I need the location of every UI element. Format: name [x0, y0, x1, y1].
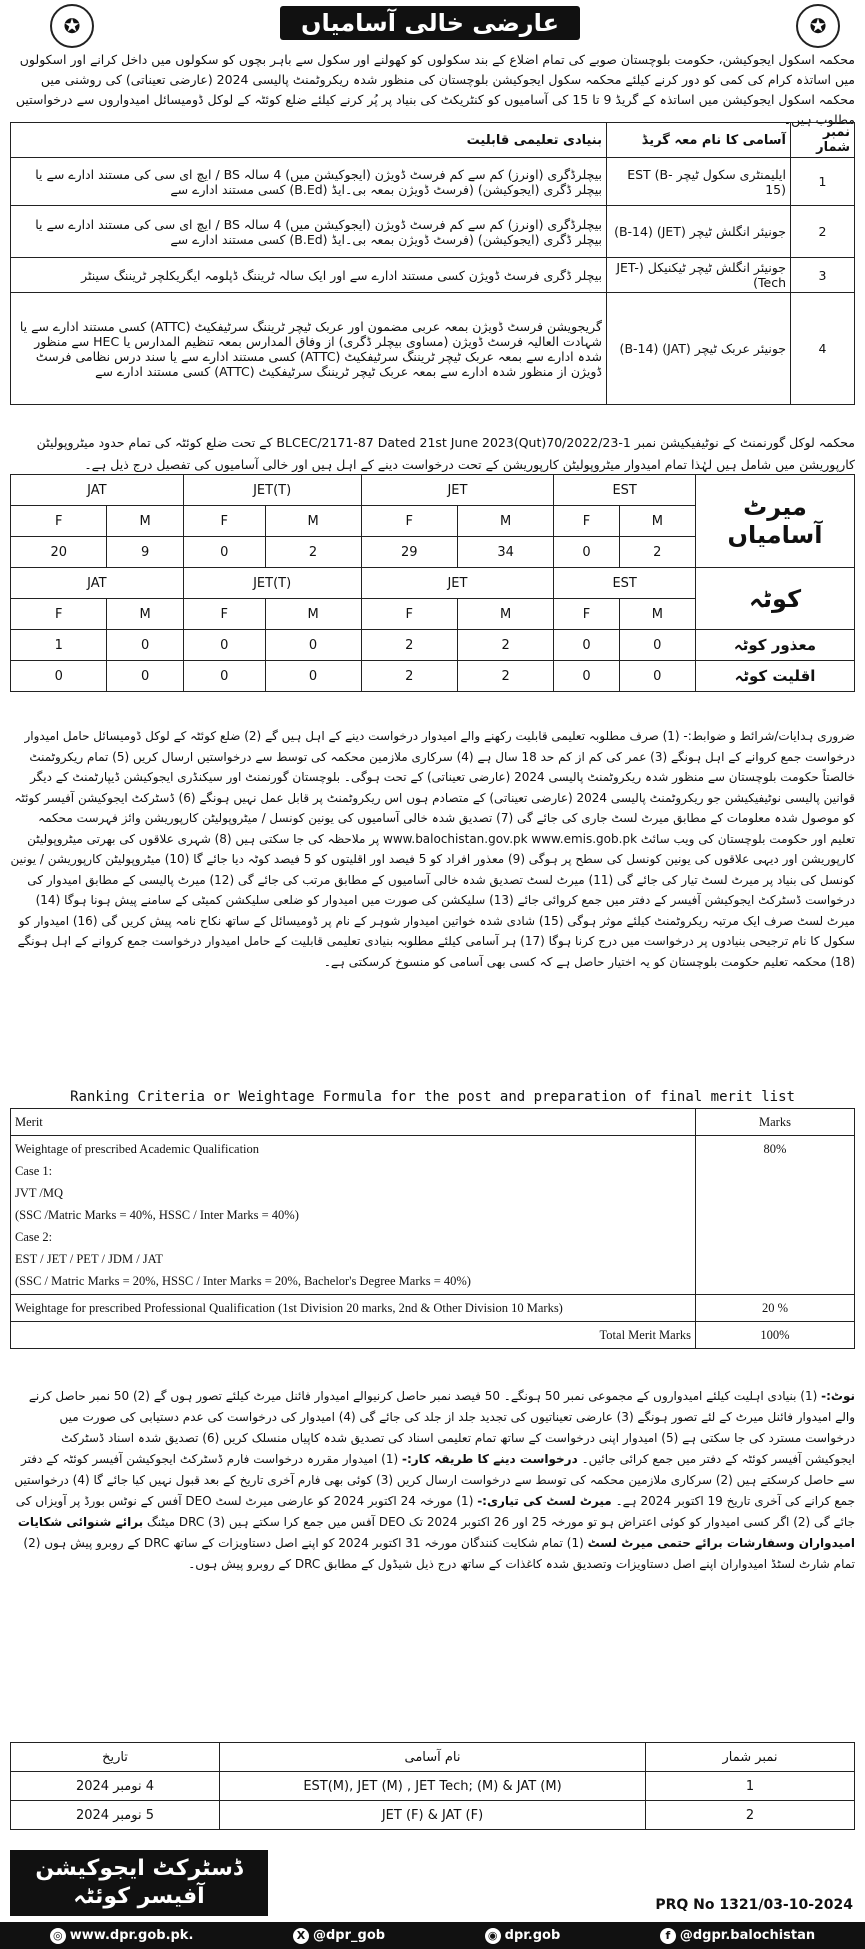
table-row	[11, 158, 855, 206]
value-cell: 2	[619, 537, 695, 568]
apply-label: درخواست دینے کا طریقہ کار:-	[401, 1452, 578, 1466]
value-cell: 0	[619, 630, 695, 661]
sub-cell: M	[457, 506, 553, 537]
merit-label: میرٹ آسامیاں	[696, 475, 855, 568]
post-cell: EST(M), JET (M) , JET Tech; (M) & JAT (M)	[220, 1772, 646, 1801]
table-row	[11, 206, 855, 258]
balochistan-emblem-icon: ✪	[796, 4, 840, 48]
value-cell: 1	[11, 630, 107, 661]
grievance-label: برائے شنوائی شکایات امیدواران وسفارشات برائے حتمی میرٹ لسٹ	[17, 1515, 855, 1550]
serial-cell: 3	[791, 258, 855, 293]
notification-paragraph: محکمہ لوکل گورنمنٹ کے نوٹیفیکیشن نمبر 1-70/2022/23(Qut)BLCEC/2171-87 Dated 21st June 2023 کے تحت ضلع کوئٹہ کی تمام حدود میٹروپولیٹن کارپوریشن میں شامل ہیں لہٰذا تمام امیدوار میٹروپولیٹن کارپوریشن کے تحت درخواست دینے کے اہل ہیں اور خالی آسامیوں کی تفصیل درج ذیل ہے۔	[36, 435, 855, 472]
value-cell: 0	[107, 661, 183, 692]
value-cell: 0	[554, 661, 619, 692]
schedule-header-row	[11, 1743, 855, 1772]
minority-quota-row	[11, 661, 855, 692]
value-cell: 2	[457, 630, 553, 661]
value-cell: 0	[619, 661, 695, 692]
footer-links-bar	[0, 1922, 865, 1949]
sub-cell: M	[619, 506, 695, 537]
case1-posts: JVT /MQ	[15, 1186, 64, 1200]
officer-line-2: آفیسر کوئٹہ	[73, 1884, 205, 1909]
serial-cell: 1	[646, 1772, 855, 1801]
academic-row	[11, 1136, 855, 1295]
professional-label: Weightage for prescribed Professional Qualification (1st Division 20 marks, 2nd & Other Division 10 Marks)	[11, 1295, 696, 1322]
pakistan-emblem-icon: ✪	[50, 4, 94, 48]
website-text: www.dpr.gob.pk.	[69, 1928, 194, 1943]
serial-cell: 2	[646, 1801, 855, 1830]
serial-cell: 2	[791, 206, 855, 258]
case1-label: Case 1:	[15, 1164, 53, 1178]
col-merit: Merit	[11, 1109, 696, 1136]
professional-marks: 20 %	[696, 1295, 855, 1322]
col-post: آسامی کا نام معہ گریڈ	[607, 123, 791, 158]
sub-cell: F	[554, 599, 619, 630]
sub-cell: F	[183, 506, 265, 537]
value-cell: 2	[265, 537, 361, 568]
col-qualification: بنیادی تعلیمی قابلیت	[11, 123, 607, 158]
col-serial: نمبر شمار	[791, 123, 855, 158]
merit-list-label: میرٹ لسٹ کی تیاری:-	[477, 1494, 612, 1508]
value-cell: 0	[183, 661, 265, 692]
value-cell: 2	[457, 661, 553, 692]
disabled-quota-label: معذور کوٹہ	[696, 630, 855, 661]
serial-cell: 1	[791, 158, 855, 206]
qualification-cell: گریجویشن فرسٹ ڈویژن بمعہ عربی مضمون اور عربک ٹیچر ٹریننگ سرٹیفکیٹ (ATTC) کسی مستند ادارے سے یا شہادت العالیہ فرسٹ ڈویژن (مساوی بیچلر ڈگری) از وفاق المدارس بمعہ تنظیم المدارس یا HEC سے منظور شدہ ادارے سے بمعہ عربک ٹیچر ٹریننگ سرٹیفکیٹ (ATTC) کسی مستند ادارے سے یا سند درس نظامی فرسٹ ڈویژن از منظور شدہ ادارے سے بمعہ عربک ٹیچر ٹریننگ سرٹیفکیٹ (ATTC) کسی مستند ادارے سے	[11, 293, 607, 405]
value-cell: 34	[457, 537, 553, 568]
sub-cell: M	[107, 506, 183, 537]
sub-cell: F	[11, 506, 107, 537]
col-date: تاریخ	[11, 1743, 220, 1772]
sub-cell: M	[265, 506, 361, 537]
value-cell: 2	[361, 661, 457, 692]
case2-formula: (SSC / Matric Marks = 20%, HSSC / Inter Marks = 20%, Bachelor's Degree Marks = 40%)	[15, 1274, 471, 1288]
col-marks: Marks	[696, 1109, 855, 1136]
merit-group-row	[11, 475, 855, 506]
twitter-text: @dpr_gob	[312, 1928, 386, 1943]
facebook-text: @dgpr.balochistan	[679, 1928, 816, 1943]
total-label: Total Merit Marks	[11, 1322, 696, 1349]
professional-row	[11, 1295, 855, 1322]
sub-cell: M	[265, 599, 361, 630]
sub-cell: F	[11, 599, 107, 630]
sub-cell: F	[361, 599, 457, 630]
value-cell: 0	[183, 537, 265, 568]
facebook-link[interactable]	[660, 1928, 815, 1944]
total-row	[11, 1322, 855, 1349]
academic-label: Weightage of prescribed Academic Qualification	[15, 1142, 260, 1156]
group-jet: JET	[361, 475, 554, 506]
group-jet-t: JET(T)	[183, 475, 361, 506]
value-cell: 0	[265, 661, 361, 692]
date-cell: 4 نومبر 2024	[11, 1772, 220, 1801]
instagram-text: dpr.gob	[504, 1928, 561, 1943]
table-row	[11, 258, 855, 293]
post-cell: ایلیمنٹری سکول ٹیچر EST (B-15)	[607, 158, 791, 206]
issuing-officer	[10, 1850, 268, 1916]
value-cell: 20	[11, 537, 107, 568]
sub-cell: F	[554, 506, 619, 537]
apply-text: (1) امیدوار مقررہ درخواست فارم ڈسٹرکٹ ایجوکیشن آفیسر کوئٹہ کے دفتر سے حاصل کرسکتے ہیں (2) سرکاری ملازمین محکمہ کی توسط سے درخواست ارسال کریں (3) کوئی بھی فارم آخری تاریخ کے بعد قبول نہیں کیا جائے گا (4) درخواستیں جمع کرانے کی آخری تاریخ 19 اکتوبر 2024 ہے۔	[14, 1452, 855, 1508]
instagram-link[interactable]	[485, 1928, 561, 1944]
x-icon: X	[293, 1928, 309, 1944]
post-cell: JET (F) & JAT (F)	[220, 1801, 646, 1830]
merit-list-text: (1) مورخہ 24 اکتوبر 2024 کو عارضی میرٹ لسٹ DEO آفس کے نوٹس بورڈ پر آویزاں کی جائے گی (2) اگر کسی امیدوار کو کوئی اعتراض ہو تو مورخہ 25 اور 26 اکتوبر 2024 تک DEO آفس میں جمع کرا سکتے ہیں (3) DRC میٹنگ	[15, 1494, 855, 1529]
post-cell: جونیئر انگلش ٹیچر ٹیکنیکل (JET-Tech)	[607, 258, 791, 293]
minority-quota-label: اقلیت کوٹہ	[696, 661, 855, 692]
case2-posts: EST / JET / PET / JDM / JAT	[15, 1252, 163, 1266]
website-link[interactable]	[50, 1928, 194, 1944]
value-cell: 0	[554, 630, 619, 661]
table-row	[11, 293, 855, 405]
serial-cell: 4	[791, 293, 855, 405]
sub-cell: F	[361, 506, 457, 537]
col-post-name: نام آسامی	[220, 1743, 646, 1772]
ranking-header-row	[11, 1109, 855, 1136]
instagram-icon: ◉	[485, 1928, 501, 1944]
post-cell: جونیئر عربک ٹیچر (JAT) (B-14)	[607, 293, 791, 405]
note-text: (1) بنیادی اہلیت کیلئے امیدواروں کے مجموعی نمبر 50 ہونگے۔ 50 فیصد نمبر حاصل کرنیوالے امیدوار فائنل میرٹ کیلئے تصور ہوں گے (2) 50 نمبر حاصل کرنے والے امیدوار فائنل میرٹ کے لئے تصور ہونگے (3) عارضی تعیناتیوں کی تجدید جلد از جلد کی جائے گی (4) امیدوار کی درخواست کی عدم دستیابی کی صورت میں درخواست مسترد کی جا سکتی ہے (5) امیدوار اپنی درخواست کے ساتھ تمام تعلیمی اسناد کی تصدیق شدہ کاپیاں منسلک کریں (6) تصدیق شدہ اسناد ڈسٹرکٹ ایجوکیشن آفیسر کوئٹہ کے دفتر میں جمع کرائی جائیں۔	[28, 1389, 855, 1466]
table-row	[11, 1801, 855, 1830]
case1-formula: (SSC /Matric Marks = 40%, HSSC / Inter Marks = 40%)	[15, 1208, 299, 1222]
date-cell: 5 نومبر 2024	[11, 1801, 220, 1830]
value-cell: 9	[107, 537, 183, 568]
note-label: نوٹ:-	[821, 1389, 855, 1403]
group-jat: JAT	[11, 475, 184, 506]
group-jat: JAT	[11, 568, 184, 599]
academic-marks: 80%	[696, 1136, 855, 1295]
quota-label: کوٹہ	[696, 568, 855, 630]
value-cell: 29	[361, 537, 457, 568]
posts-header-row	[11, 123, 855, 158]
sub-cell: M	[457, 599, 553, 630]
value-cell: 2	[361, 630, 457, 661]
disabled-quota-row	[11, 630, 855, 661]
qualification-cell: بیچلرڈگری (اونرز) کم سے کم فرسٹ ڈویژن (ایجوکیشن میں) 4 سالہ BS / ایچ ای سی کی مستند ادارے سے یا بیچلر ڈگری (ایجوکیشن) (فرسٹ ڈویژن بمعہ بی۔ایڈ (B.Ed) کسی مستند ادارے سے	[11, 158, 607, 206]
posts-table	[10, 122, 855, 405]
grievance-text: (1) تمام شکایت کنندگان مورخہ 31 اکتوبر 2024 کو اپنے اصل دستاویزات کے ساتھ DRC کے روبرو پیش ہوں (2) تمام شارٹ لسٹڈ امیدواران اپنے اصل دستاویزات وتصدیق شدہ کاغذات کے ساتھ درج ذیل شیڈول کے مطابق DRC کے روبرو پیش ہوں۔	[23, 1536, 855, 1571]
case2-label: Case 2:	[15, 1230, 53, 1244]
qualification-cell: بیچلرڈگری (اونرز) کم سے کم فرسٹ ڈویژن (ایجوکیشن میں) 4 سالہ BS / ایچ ای سی کی مستند ادارے سے یا بیچلر ڈگری (ایجوکیشن) (فرسٹ ڈویژن بمعہ بی۔ایڈ (B.Ed) کسی مستند ادارے سے	[11, 206, 607, 258]
group-est: EST	[554, 568, 696, 599]
group-jet-t: JET(T)	[183, 568, 361, 599]
quota-group-row	[11, 568, 855, 599]
prq-number: PRQ No 1321/03-10-2024	[655, 1897, 853, 1913]
qualification-cell: بیچلر ڈگری فرسٹ ڈویژن کسی مستند ادارے سے اور ایک سالہ ٹریننگ ڈپلومہ ایگریکلچر ٹریننگ سینٹر	[11, 258, 607, 293]
schedule-table	[10, 1742, 855, 1830]
notes-section	[10, 1386, 855, 1575]
header	[0, 0, 865, 46]
conditions-paragraph: ضروری ہدایات/شرائط و ضوابط:- (1) صرف مطلوبہ تعلیمی قابلیت رکھنے والے امیدوار درخواست دینے کے اہل ہیں گے (2) ضلع کوئٹہ کے لوکل ڈومیسائل حامل امیدوار درخواست جمع کروانے کے اہل ہونگے (3) عمر کی کم از کم حد 18 سال ہے (4) سرکاری ملازمین محکمہ کی توسط سے درخواستیں ارسال کریں (5) تمام ریکروٹمنٹ خالصتاً حکومت بلوچستان سے منظور شدہ ریکروٹمنٹ پالیسی 2024 (عارضی تعیناتی) کے تحت ہوگی۔ بلوچستان گورنمنٹ اور سیکنڈری ایجوکیشن ڈیپارٹمنٹ کے دیگر قوانین پالیسی نوٹیفیکیشن جو ریکروٹمنٹ پالیسی 2024 (عارضی تعیناتی) کے متصادم ہوں اس ریکروٹمنٹ پر قابل عمل نہیں ہونگے (6) ڈسٹرکٹ ایجوکیشن آفیسر کوئٹہ کو موصول شدہ معلومات کے مطابق میرٹ لسٹ جاری کی جائے گی (7) تصدیق شدہ خالی آسامیوں کی یونین کونسل / میٹروپولیٹن کارپوریشن وائز فہرست محکمہ تعلیم اور حکومت بلوچستان کی ویب سائٹ www.balochistan.gov.pk www.emis.gob.pk پر ملاحظہ کی جا سکتی ہیں (8) شہری علاقوں کی بھرتی میٹروپولیٹن کارپوریشن اور دیہی علاقوں کی یونین کونسل کی سطح پر ہوگی (9) معذور افراد کو 5 فیصد اور اقلیتوں کو 5 فیصد کوٹہ دیا جائے گا (10) میٹروپولیٹن کارپوریشن / یونین کونسل کی بنیاد پر میرٹ لسٹ تیار کی جائے گی (11) میرٹ لسٹ تصدیق شدہ خالی آسامیوں کے مطابق مرتب کی جائے گی (12) میرٹ پالیسی کے مطابق امیدوار کی درخواست ڈسٹرکٹ ایجوکیشن آفیسر کے دفتر میں جمع کروائی جائے (13) سلیکشن کی صورت میں امیدوار کو ضلعی سلیکشن کمیٹی کے سامنے پیش ہونا ہوگا (14) میرٹ لسٹ صرف ایک مرتبہ ریکروٹمنٹ کیلئے موثر ہوگی (15) شادی شدہ خواتین امیدوار شوہر کے نام پر ڈومیسائل کے ساتھ نکاح نامہ پیش کریں گی (16) امیدوار کو سکول کا نام ترجیحی بنیادوں پر درخواست میں درج کرنا ہوگا (17) ہر آسامی کیلئے مطلوبہ بنیادی تعلیمی قابلیت کے حامل امیدوار درخواست جمع کروانے کے اہل ہونگے (18) محکمہ تعلیم حکومت بلوچستان کو یہ اختیار حاصل ہے کہ کسی بھی آسامی کو منسوخ کرسکتی ہے۔	[10, 729, 855, 969]
table-row	[11, 1772, 855, 1801]
value-cell: 0	[183, 630, 265, 661]
vacancy-table	[10, 474, 855, 692]
post-cell: جونیئر انگلش ٹیچر (JET) (B-14)	[607, 206, 791, 258]
globe-icon: ◎	[50, 1928, 66, 1944]
ranking-title: Ranking Criteria or Weightage Formula for the post and preparation of final merit list	[70, 1089, 795, 1105]
col-serial: نمبر شمار	[646, 1743, 855, 1772]
group-est: EST	[554, 475, 696, 506]
sub-cell: F	[183, 599, 265, 630]
total-marks: 100%	[696, 1322, 855, 1349]
officer-line-1: ڈسٹرکٹ ایجوکیشن	[35, 1856, 243, 1881]
group-jet: JET	[361, 568, 554, 599]
academic-cell	[11, 1136, 696, 1295]
value-cell: 0	[11, 661, 107, 692]
facebook-icon: f	[660, 1928, 676, 1944]
value-cell: 0	[554, 537, 619, 568]
page-title: عارضی خالی آسامیاں	[280, 6, 580, 40]
intro-paragraph: محکمہ اسکول ایجوکیشن، حکومت بلوچستان صوبے کی تمام اضلاع کے بند سکولوں کو کھولنے اور سکول سے باہر بچوں کو سکولوں میں داخل کرانے اور اسکولوں میں اساتذہ کرام کی کمی کو دور کرنے کیلئے محکمہ سکول ایجوکیشن بلوچستان کی منظور شدہ ریکروٹمنٹ پالیسی 2024 (عارضی تعیناتی) کی روشنی میں محکمہ اسکول ایجوکیشن میں اساتذہ کے گریڈ 9 تا 15 کی آسامیوں کو کنٹریکٹ کی بنیاد پر پُر کرنے کیلئے ضلع کوئٹہ کے لوکل ڈومیسائل امیدواروں سے درخواستیں مطلوب ہیں۔	[15, 52, 855, 127]
value-cell: 0	[107, 630, 183, 661]
sub-cell: M	[619, 599, 695, 630]
value-cell: 0	[265, 630, 361, 661]
ranking-table	[10, 1108, 855, 1349]
twitter-link[interactable]	[293, 1928, 385, 1944]
sub-cell: M	[107, 599, 183, 630]
